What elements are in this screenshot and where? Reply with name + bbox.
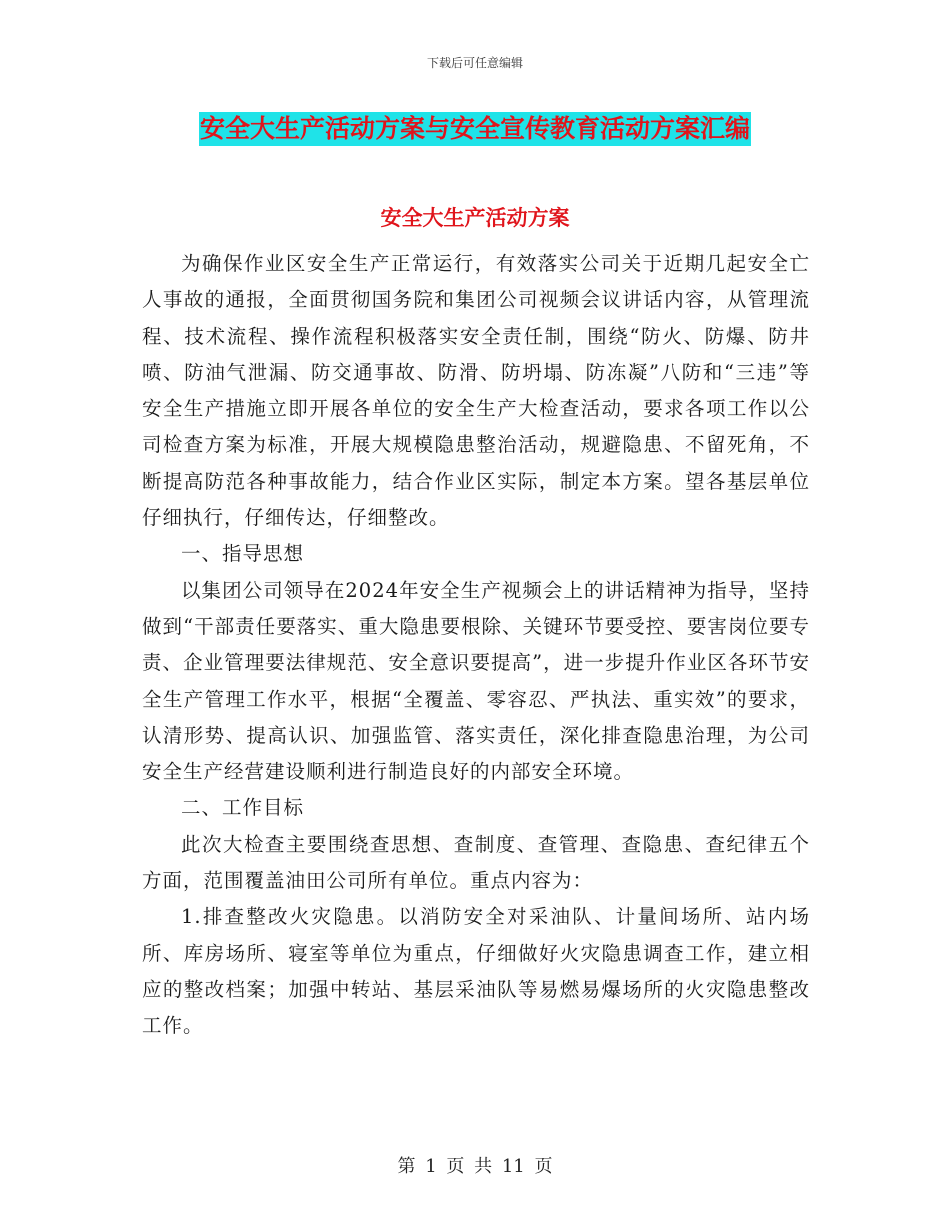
main-title: 安全大生产活动方案与安全宣传教育活动方案汇编 [199, 112, 751, 146]
header-note: 下载后可任意编辑 [426, 56, 523, 70]
page-footer: 第 1 页 共 11 页 [397, 1156, 553, 1177]
heading-guiding-thought: 一、指导思想 [181, 542, 305, 566]
document-body [142, 246, 810, 1045]
section-title: 安全大生产活动方案 [380, 206, 570, 230]
paragraph-intro: 为确保作业区安全生产正常运行，有效落实公司关于近期几起安全亡人事故的通报，全面贯彻国务院和集团公司视频会议讲话内容，从管理流程、技术流程、操作流程积极落实安全责任制，围绕“防火、防爆、防井喷、防油气泄漏、防交通事故、防滑、防坍塌、防冻凝”八防和“三违”等安全生产措施立即开展各单位的安全生产大检查活动，要求各项工作以公司检查方案为标准，开展大规模隐患整治活动，规避隐患、不留死角，不断提高防范各种事故能力，结合作业区实际，制定本方案。望各基层单位仔细执行，仔细传达，仔细整改。 [142, 252, 810, 530]
paragraph-item-1: 1.排查整改火灾隐患。以消防安全对采油队、计量间场所、站内场所、库房场所、寝室等单位为重点，仔细做好火灾隐患调查工作，建立相应的整改档案；加强中转站、基层采油队等易燃易爆场所的火灾隐患整改工作。 [142, 905, 810, 1038]
main-title-wrap [0, 112, 950, 146]
paragraph-guiding-thought: 以集团公司领导在2024年安全生产视频会上的讲话精神为指导，坚持做到“干部责任要落实、重大隐患要根除、关键环节要受控、要害岗位要专责、企业管理要法律规范、安全意识要提高”，进一步提升作业区各环节安全生产管理工作水平，根据“全覆盖、零容忍、严执法、重实效”的要求，认清形势、提高认识、加强监管、落实责任，深化排查隐患治理，为公司安全生产经营建设顺利进行制造良好的内部安全环境。 [142, 578, 810, 784]
heading-work-goals: 二、工作目标 [181, 796, 305, 820]
paragraph-work-goals: 此次大检查主要围绕查思想、查制度、查管理、查隐患、查纪律五个方面，范围覆盖油田公司所有单位。重点内容为： [142, 832, 810, 893]
